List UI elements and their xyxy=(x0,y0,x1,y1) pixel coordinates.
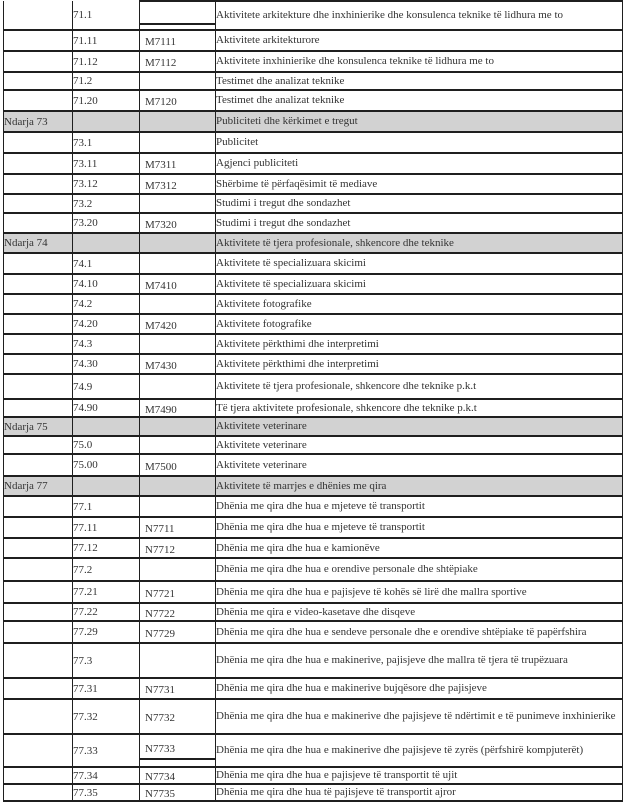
alt-code-cell xyxy=(140,153,216,174)
code-cell: 77.22 xyxy=(73,603,140,621)
code-cell: 74.1 xyxy=(73,253,140,274)
table-row xyxy=(4,374,623,399)
alt-code-cell xyxy=(140,784,216,801)
ndarja-cell xyxy=(4,538,73,558)
code-cell: 77.3 xyxy=(73,643,140,678)
code-cell: 75.0 xyxy=(73,436,140,454)
description-cell: Dhënia me qira dhe hua e makinerive bujqësore dhe pajisjeve xyxy=(216,678,623,699)
code-cell: 74.30 xyxy=(73,354,140,374)
table-row xyxy=(4,51,623,72)
table-row xyxy=(4,699,623,734)
description-cell: Aktivitete veterinare xyxy=(216,436,623,454)
ndarja-cell xyxy=(4,274,73,294)
description-cell: Aktivitete të marrjes e dhënies me qira xyxy=(216,476,623,496)
ndarja-cell xyxy=(4,436,73,454)
description-cell: Dhënia me qira dhe hua të pajisjeve të transportit ajror xyxy=(216,784,623,801)
code-cell: 77.12 xyxy=(73,538,140,558)
code-cell: 77.11 xyxy=(73,517,140,538)
alt-code-text: N7731 xyxy=(145,684,175,696)
code-cell xyxy=(73,476,140,496)
classification-table xyxy=(3,0,623,802)
code-cell: 74.10 xyxy=(73,274,140,294)
description-cell: Dhënia me qira dhe hua e orendive personale dhe shtëpiake xyxy=(216,558,623,581)
ndarja-cell xyxy=(4,153,73,174)
alt-code-text xyxy=(140,202,215,205)
ndarja-cell xyxy=(4,558,73,581)
alt-code-text: M7430 xyxy=(145,359,177,372)
description-cell: Testimet dhe analizat teknike xyxy=(216,72,623,90)
alt-code-cell xyxy=(140,436,216,454)
ndarja-cell xyxy=(4,294,73,314)
ndarja-cell xyxy=(4,496,73,517)
alt-code-text xyxy=(140,425,215,428)
alt-code-text: M7112 xyxy=(145,57,177,69)
code-cell: 74.20 xyxy=(73,314,140,334)
ndarja-cell xyxy=(4,517,73,538)
ndarja-cell: Ndarja 73 xyxy=(4,111,73,132)
table-row xyxy=(4,253,623,274)
alt-code-cell xyxy=(140,538,216,558)
ndarja-cell xyxy=(4,374,73,399)
ndarja-cell xyxy=(4,734,73,767)
alt-code-cell xyxy=(140,558,216,581)
alt-code-text: N7712 xyxy=(145,543,175,556)
description-cell: Aktivitete veterinare xyxy=(216,417,623,436)
table-row xyxy=(4,496,623,517)
alt-code-cell xyxy=(140,699,216,734)
description-cell: Dhënia me qira e video-kasetave dhe disqeve xyxy=(216,603,623,621)
alt-code-cell xyxy=(140,399,216,417)
table-row xyxy=(4,621,623,643)
table-row xyxy=(4,174,623,194)
description-cell: Aktivitete të specializuara skicimi xyxy=(216,253,623,274)
code-cell: 71.2 xyxy=(73,72,140,90)
table-row xyxy=(4,354,623,374)
description-cell: Dhënia me qira dhe hua e makinerive, pajisjeve dhe mallra të tjera të trupëzuara xyxy=(216,643,623,678)
alt-code-cell xyxy=(140,581,216,603)
alt-code-text: N7735 xyxy=(145,788,175,800)
code-cell xyxy=(73,417,140,436)
code-cell: 77.35 xyxy=(73,784,140,801)
description-cell: Aktivitete fotografike xyxy=(216,314,623,334)
ndarja-cell xyxy=(4,213,73,233)
description-cell: Aktivitete veterinare xyxy=(216,454,623,476)
alt-code-cell xyxy=(140,374,216,399)
description-cell: Aktivitete përkthimi dhe interpretimi xyxy=(216,334,623,354)
code-cell: 71.1 xyxy=(73,1,140,30)
description-cell: Aktivitete arkitekturore xyxy=(216,30,623,51)
alt-code-text: M7120 xyxy=(145,96,177,108)
code-cell: 74.90 xyxy=(73,399,140,417)
alt-code-text: M7311 xyxy=(145,159,177,171)
code-cell: 77.29 xyxy=(73,621,140,643)
ndarja-cell: Ndarja 74 xyxy=(4,233,73,253)
table-row xyxy=(4,436,623,454)
table-row xyxy=(4,72,623,90)
alt-code-cell xyxy=(140,678,216,699)
code-cell: 71.11 xyxy=(73,30,140,51)
alt-code-text xyxy=(140,80,215,83)
code-cell: 77.31 xyxy=(73,678,140,699)
description-cell: Dhënia me qira dhe hua e mjeteve të transportit xyxy=(216,496,623,517)
description-cell: Të tjera aktivitete profesionale, shkencore dhe teknike p.k.t xyxy=(216,399,623,417)
ndarja-cell: Ndarja 77 xyxy=(4,476,73,496)
table-row xyxy=(4,30,623,51)
ndarja-cell xyxy=(4,643,73,678)
ndarja-cell xyxy=(4,354,73,374)
description-cell: Dhënia me qira dhe hua e sendeve personale dhe e orendive shtëpiake të papërfshira xyxy=(216,621,623,643)
code-cell: 77.34 xyxy=(73,767,140,784)
alt-code-text: N7711 xyxy=(145,523,175,535)
code-cell: 75.00 xyxy=(73,454,140,476)
alt-code-text xyxy=(140,568,215,571)
table-row xyxy=(4,643,623,678)
alt-code-cell xyxy=(140,30,216,51)
ndarja-cell xyxy=(4,30,73,51)
alt-code-cell xyxy=(140,174,216,194)
code-cell: 73.12 xyxy=(73,174,140,194)
ndarja-cell xyxy=(4,454,73,476)
alt-code-text xyxy=(140,141,215,144)
ndarja-cell xyxy=(4,132,73,153)
code-cell: 74.9 xyxy=(73,374,140,399)
description-cell: Aktivitete arkitekture dhe inxhinierike dhe konsulenca teknike të lidhura me to xyxy=(216,1,623,30)
alt-code-cell xyxy=(140,314,216,334)
table-row xyxy=(4,678,623,699)
description-cell: Aktivitete të tjera profesionale, shkencore dhe teknike p.k.t xyxy=(216,374,623,399)
alt-code-cell xyxy=(140,621,216,643)
description-cell: Testimet dhe analizat teknike xyxy=(216,90,623,111)
table-row xyxy=(4,294,623,314)
ndarja-cell xyxy=(4,51,73,72)
ndarja-cell: Ndarja 75 xyxy=(4,417,73,436)
alt-code-text: N7729 xyxy=(145,627,175,640)
table-row xyxy=(4,784,623,801)
ndarja-cell xyxy=(4,581,73,603)
code-cell: 74.2 xyxy=(73,294,140,314)
alt-code-cell xyxy=(140,496,216,517)
alt-code-cell xyxy=(140,603,216,621)
alt-code-cell xyxy=(140,1,216,30)
table-row xyxy=(4,603,623,621)
description-cell: Aktivitete të specializuara skicimi xyxy=(216,274,623,294)
ndarja-cell xyxy=(4,678,73,699)
alt-code-cell xyxy=(140,253,216,274)
code-cell: 71.12 xyxy=(73,51,140,72)
alt-code-cell xyxy=(140,734,216,767)
ndarja-cell xyxy=(4,72,73,90)
description-cell: Dhënia me qira dhe hua e pajisjeve të transportit të ujit xyxy=(216,767,623,784)
alt-code-cell xyxy=(140,51,216,72)
alt-code-text xyxy=(140,659,215,662)
table-row xyxy=(4,538,623,558)
alt-code-cell xyxy=(140,233,216,253)
table-row xyxy=(4,399,623,417)
table-row xyxy=(4,90,623,111)
alt-code-text: N7734 xyxy=(145,771,175,783)
section-row xyxy=(4,476,623,496)
alt-code-cell xyxy=(140,517,216,538)
table-row xyxy=(4,153,623,174)
ndarja-cell xyxy=(4,699,73,734)
description-cell: Dhënia me qira dhe hua e pajisjeve të kohës së lirë dhe mallra sportive xyxy=(216,581,623,603)
description-cell: Dhënia me qira dhe hua e kamionëve xyxy=(216,538,623,558)
code-cell: 73.11 xyxy=(73,153,140,174)
table-row xyxy=(4,454,623,476)
description-cell: Dhënia me qira dhe hua e makinerive dhe pajisjeve të ndërtimit e të punimeve inxhinierike xyxy=(216,699,623,734)
alt-code-cell xyxy=(140,194,216,213)
alt-code-cell xyxy=(140,767,216,784)
alt-code-text xyxy=(140,262,215,265)
ndarja-cell xyxy=(4,90,73,111)
alt-code-cell xyxy=(140,72,216,90)
table-row xyxy=(4,517,623,538)
table-row xyxy=(4,558,623,581)
code-cell: 73.1 xyxy=(73,132,140,153)
table-body xyxy=(4,1,623,801)
table-row xyxy=(4,314,623,334)
description-cell: Aktivitete të tjera profesionale, shkencore dhe teknike xyxy=(216,233,623,253)
description-cell: Shërbime të përfaqësimit të mediave xyxy=(216,174,623,194)
ndarja-cell xyxy=(4,174,73,194)
alt-code-cell xyxy=(140,417,216,436)
code-cell: 77.33 xyxy=(73,734,140,767)
ndarja-cell xyxy=(4,603,73,621)
alt-code-text: N7721 xyxy=(145,587,175,600)
alt-code-cell xyxy=(140,213,216,233)
code-cell: 73.2 xyxy=(73,194,140,213)
description-cell: Agjenci publiciteti xyxy=(216,153,623,174)
table-row xyxy=(4,734,623,767)
table-row xyxy=(4,194,623,213)
alt-code-text: N7732 xyxy=(145,712,175,724)
alt-code-cell xyxy=(140,334,216,354)
alt-code-cell xyxy=(140,132,216,153)
alt-code-text xyxy=(140,343,215,346)
code-cell xyxy=(73,111,140,132)
ndarja-cell xyxy=(4,194,73,213)
alt-code-text xyxy=(140,444,215,447)
ndarja-cell xyxy=(4,334,73,354)
code-cell: 77.21 xyxy=(73,581,140,603)
alt-code-text xyxy=(140,242,215,245)
alt-code-text: M7420 xyxy=(145,319,177,332)
code-cell: 77.2 xyxy=(73,558,140,581)
code-cell: 77.32 xyxy=(73,699,140,734)
ndarja-cell xyxy=(4,1,73,30)
alt-code-text xyxy=(140,505,215,508)
table-row xyxy=(4,132,623,153)
code-cell: 71.20 xyxy=(73,90,140,111)
alt-code-text: M7312 xyxy=(145,179,177,192)
table-row xyxy=(4,581,623,603)
description-cell: Studimi i tregut dhe sondazhet xyxy=(216,194,623,213)
ndarja-cell xyxy=(4,314,73,334)
alt-code-text: N7722 xyxy=(145,607,175,620)
alt-code-text xyxy=(140,6,215,25)
description-cell: Aktivitete përkthimi dhe interpretimi xyxy=(216,354,623,374)
alt-code-cell xyxy=(140,354,216,374)
ndarja-cell xyxy=(4,784,73,801)
alt-code-text xyxy=(140,385,215,388)
ndarja-cell xyxy=(4,399,73,417)
section-row xyxy=(4,111,623,132)
description-cell: Dhënia me qira dhe hua e mjeteve të transportit xyxy=(216,517,623,538)
ndarja-cell xyxy=(4,621,73,643)
description-cell: Studimi i tregut dhe sondazhet xyxy=(216,213,623,233)
alt-code-text: M7500 xyxy=(145,460,177,473)
code-cell: 73.20 xyxy=(73,213,140,233)
table-row xyxy=(4,213,623,233)
code-cell xyxy=(73,233,140,253)
section-row xyxy=(4,417,623,436)
alt-code-cell xyxy=(140,454,216,476)
table-row xyxy=(4,1,623,30)
ndarja-cell xyxy=(4,767,73,784)
alt-code-text: M7320 xyxy=(145,218,177,231)
code-cell: 74.3 xyxy=(73,334,140,354)
alt-code-cell xyxy=(140,643,216,678)
section-row xyxy=(4,233,623,253)
table-row xyxy=(4,334,623,354)
alt-code-cell xyxy=(140,274,216,294)
alt-code-cell xyxy=(140,294,216,314)
alt-code-cell xyxy=(140,90,216,111)
alt-code-text xyxy=(140,303,215,306)
alt-code-cell xyxy=(140,476,216,496)
alt-code-text xyxy=(140,120,215,123)
alt-code-text: M7111 xyxy=(145,36,176,48)
table-row xyxy=(4,767,623,784)
description-cell: Aktivitete fotografike xyxy=(216,294,623,314)
table-row xyxy=(4,274,623,294)
description-cell: Aktivitete inxhinierike dhe konsulenca teknike të lidhura me to xyxy=(216,51,623,72)
ndarja-cell xyxy=(4,253,73,274)
description-cell: Dhënia me qira dhe hua e makinerive dhe pajisjeve të zyrës (përfshirë kompjuterët) xyxy=(216,734,623,767)
alt-code-text: N7733 xyxy=(140,741,215,760)
description-cell: Publicitet xyxy=(216,132,623,153)
alt-code-text: M7490 xyxy=(145,403,177,416)
description-cell: Publiciteti dhe kërkimet e tregut xyxy=(216,111,623,132)
code-cell: 77.1 xyxy=(73,496,140,517)
alt-code-cell xyxy=(140,111,216,132)
alt-code-text: M7410 xyxy=(145,279,177,292)
alt-code-text xyxy=(140,485,215,488)
